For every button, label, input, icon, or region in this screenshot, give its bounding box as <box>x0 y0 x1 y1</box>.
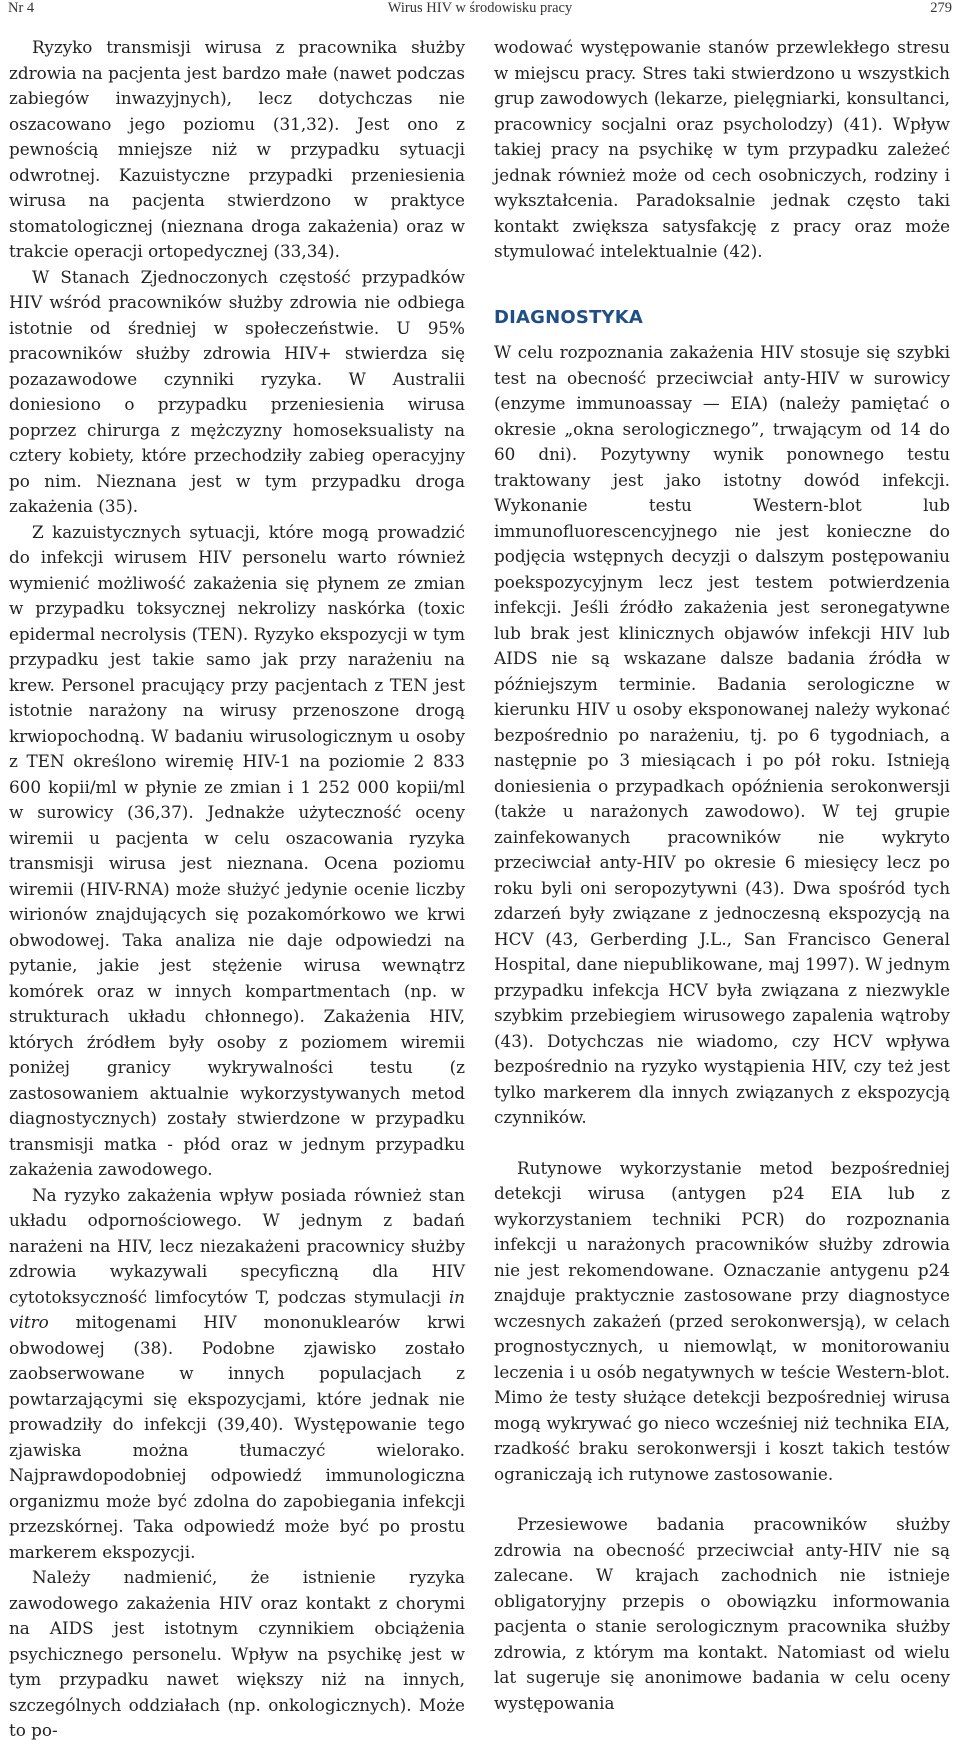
text-run: Na ryzyko zakażenia wpływ posiada również stan układu odpornościowego. W jednym z badań narażeni na HIV, lecz niezakażeni pracownicy służby zdrowia wykazywali specyficzną dla HIV cytotoksyczność limfocytów T, podczas stymulacji <box>9 1184 465 1307</box>
paragraph: Przesiewowe badania pracowników służby zdrowia na obecność przeciwciał anty-HIV nie są zalecane. W krajach zachodnich nie istnieje obligatoryjny przepis o obowiązku informowania pacjenta o stanie serologicznym pracownika służby zdrowia, z którym ma kontakt. Natomiast od wielu lat sugeruje się anonimowe badania w celu oceny występowania <box>494 1514 950 1713</box>
paragraph: Rutynowe wykorzystanie metod bezpośredniej detekcji wirusa (antygen p24 EIA lub z wykorzystaniem techniki PCR) do rozpoznania infekcji u narażonych pracowników służby zdrowia nie jest rekomendowane. Oznaczanie antygenu p24 znajduje praktycznie zastosowane przy diagnostyce wczesnych zakażeń (przed serokonwersją), w celach prognostycznych, u niemowląt, w monitorowaniu leczenia i u osób negatywnych w teście Western-blot. Mimo że testy służące detekcji bezpośredniej wirusa mogą wykrywać go nieco wcześniej niż technika EIA, rzadkość braku serokonwersji i koszt takich testów ograniczają ich rutynowe zastosowanie. <box>494 1157 950 1484</box>
section-heading: DIAGNOSTYKA <box>494 306 644 328</box>
running-header <box>8 0 952 18</box>
italic-term: in vitro <box>9 1286 465 1332</box>
right-column <box>494 35 950 1716</box>
paragraph: Należy nadmienić, że istnienie ryzyka zawodowego zakażenia HIV oraz kontakt z chorymi na AIDS jest istotnym czynnikiem obciążenia psychicznego personelu. Wpływ na psychikę jest w tym przypadku nawet większy niż na innych, szczególnych oddziałach (np. onkologicznych). Może to po- <box>9 1567 465 1740</box>
issue-number: Nr 4 <box>8 0 35 16</box>
paragraph <box>9 1183 465 1566</box>
text-run: mitogenami HIV mononuklearów krwi obwodowej (38). Podobne zjawisko zostało zaobserwowane w innych populacjach z powtarzającymi się ekspozycjami, które jednak nie prowadziły do infekcji (39,40). Występowanie tego zjawiska można tłumaczyć wielorako. Najprawdopodobniej odpowiedź immunologiczna organizmu może być zdolna do zapobiegania infekcji przezskórnej. Taka odpowiedź może być po prostu markerem ekspozycji. <box>9 1312 465 1562</box>
paragraph: Z kazuistycznych sytuacji, które mogą prowadzić do infekcji wirusem HIV personelu warto również wymienić możliwość zakażenia się płynem ze zmian w przypadku toksycznej nekrolizy naskórka (toxic epidermal necrolysis (TEN). Ryzyko ekspozycji w tym przypadku jest takie samo jak przy narażeniu na krew. Personel pracujący przy pacjentach z TEN jest istotnie narażony na wirusy przenoszone drogą krwiopochodną. W badaniu wirusologicznym u osoby z TEN określono wiremię HIV-1 na poziomie 2 833 600 kopii/ml w płynie ze zmian i 1 252 000 kopii/ml w surowicy (36,37). Jednakże użyteczność oceny wiremii u pacjenta w celu oszacowania ryzyka transmisji wirusa jest nieznana. Ocena poziomu wiremii (HIV-RNA) może służyć jedynie ocenie liczby wirionów znajdujących się pozakomórkowo we krwi obwodowej. Taka analiza nie daje odpowiedzi na pytanie, jakie jest stężenie wirusa wewnątrz komórek oraz w innych kompartmentach (np. w strukturach układu chłonnego). Zakażenia HIV, których źródłem były osoby z poziomem wiremii poniżej granicy wykrywalności testu (z zastosowaniem aktualnie wykorzystywanych metod diagnostycznych) zostały stwierdzone w przypadku transmisji matka - płód oraz w jednym przypadku zakażenia zawodowego. <box>9 521 465 1179</box>
paragraph: W Stanach Zjednoczonych częstość przypadków HIV wśród pracowników służby zdrowia nie odbiega istotnie od średniej w społeczeństwie. U 95% pracowników służby zdrowia HIV+ stwierdza się pozazawodowe czynniki ryzyka. W Australii doniesiono o przypadku przeniesienia wirusa poprzez chirurga z mężczyzny homoseksualisty na cztery kobiety, które przechodziły zabieg operacyjny po nim. Nieznana jest w tym przypadku droga zakażenia (35). <box>9 266 465 516</box>
page-number: 279 <box>930 0 952 16</box>
paragraph: Ryzyko transmisji wirusa z pracownika służby zdrowia na pacjenta jest bardzo małe (nawet podczas zabiegów inwazyjnych), lecz dotychczas nie oszacowano jego poziomu (31,32). Jest ono z pewnością mniejsze niż w przypadku sytuacji odwrotnej. Kazuistyczne przypadki przeniesienia wirusa na pacjenta stwierdzono w praktyce stomatologicznej (nieznana droga zakażenia) oraz w trakcie operacji ortopedycznej (33,34). <box>9 37 465 261</box>
paragraph: wodować występowanie stanów przewlekłego stresu w miejscu pracy. Stres taki stwierdzono u wszystkich grup zawodowych (lekarze, pielęgniarki, konsultanci, pracownicy socjalni oraz psycholodzy) (41). Wpływ takiej pracy na psychikę w tym przypadku zależeć jednak również może od cech osobniczych, rodziny i wykształcenia. Paradoksalnie jednak często taki kontakt zwiększa satysfakcję z pracy oraz może stymulować intelektualnie (42). <box>494 37 950 261</box>
left-column <box>9 35 465 1744</box>
running-title: Wirus HIV w środowisku pracy <box>387 0 573 16</box>
paragraph: W celu rozpoznania zakażenia HIV stosuje się szybki test na obecność przeciwciał anty-HIV w surowicy (enzyme immunoassay — EIA) (należy pamiętać o okresie „okna serologicznego”, trwającym od 14 do 60 dni). Pozytywny wynik ponownego testu traktowany jest jako istotny dowód infekcji. Wykonanie testu Western-blot lub immunofluorescencyjnego nie jest konieczne do podjęcia wstępnych decyzji o dalszym postępowaniu poekspozycyjnym lecz jest testem potwierdzenia infekcji. Jeśli źródło zakażenia jest seronegatywne lub brak jest klinicznych objawów infekcji HIV lub AIDS nie są wskazane dalsze badania źródła w późniejszym terminie. Badania serologiczne w kierunku HIV u osoby eksponowanej należy wykonać bezpośrednio po narażeniu, tj. po 6 tygodniach, a następnie po 3 miesiącach i po pół roku. Istnieją doniesienia o przypadkach opóźnienia serokonwersji (także u narażonych zawodowo). W tej grupie zainfekowanych pracowników nie wykryto przeciwciał anty-HIV po okresie 6 miesięcy lecz po roku byli oni seropozytywni (43). Dwa spośród tych zdarzeń były związane z jednoczesną ekspozycją na HCV (43, Gerberding J.L., San Francisco General Hospital, dane niepublikowane, maj 1997). W jednym przypadku infekcja HCV była związana z niezwykle szybkim przebiegiem wirusowego zapalenia wątroby (43). Dotychczas nie wiadomo, czy HCV wpływa bezpośrednio na ryzyko wystąpienia HIV, czy też jest tylko markerem dla innych związanych z ekspozycją czynników. <box>494 342 950 1127</box>
